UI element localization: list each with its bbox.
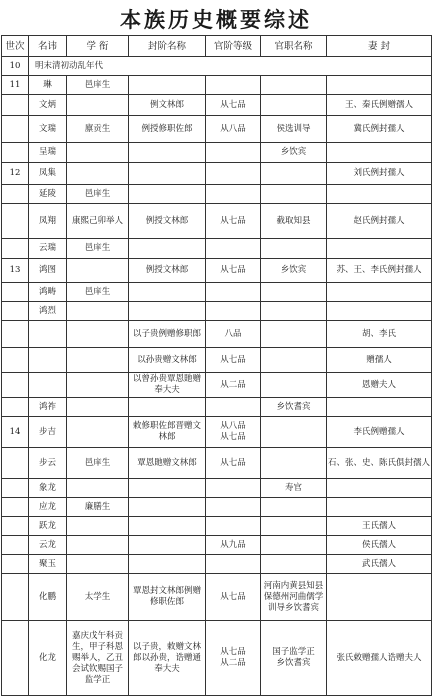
table-cell xyxy=(2,185,29,204)
table-cell: 12 xyxy=(2,163,29,185)
table-cell xyxy=(2,479,29,498)
table-cell: 凤集 xyxy=(29,163,67,185)
header-cell: 官阶等级 xyxy=(206,36,261,57)
table-row xyxy=(2,95,432,116)
table-cell xyxy=(327,574,432,621)
table-cell: 鸿烈 xyxy=(29,302,67,321)
table-cell xyxy=(261,76,327,95)
table-cell: 敕修职佐郎晋赠文林郎 xyxy=(129,417,206,448)
table-cell: 王、秦氏例赠孺人 xyxy=(327,95,432,116)
table-cell xyxy=(327,498,432,517)
table-row xyxy=(2,555,432,574)
table-row xyxy=(2,417,432,448)
table-row xyxy=(2,163,432,185)
table-header-row xyxy=(2,36,432,57)
table-row xyxy=(2,574,432,621)
table-cell: 侯氏孺人 xyxy=(327,536,432,555)
table-row xyxy=(2,373,432,398)
table-cell xyxy=(206,398,261,417)
table-cell xyxy=(2,321,29,348)
table-cell: 乡饮宾 xyxy=(261,143,327,163)
table-cell: 赠孺人 xyxy=(327,348,432,373)
table-cell xyxy=(261,517,327,536)
table-cell xyxy=(327,479,432,498)
table-cell: 文瑞 xyxy=(29,116,67,143)
table-cell xyxy=(206,479,261,498)
page-title: 本族历史概要综述 xyxy=(120,7,312,32)
table-cell xyxy=(261,417,327,448)
table-cell: 鸿图 xyxy=(29,259,67,283)
table-cell xyxy=(2,95,29,116)
table-cell xyxy=(67,417,129,448)
table-row xyxy=(2,185,432,204)
header-cell: 官职名称 xyxy=(261,36,327,57)
table-cell: 从七品 从二品 xyxy=(206,621,261,696)
table-cell xyxy=(261,348,327,373)
table-cell: 覃恩封文林郎例赠修职佐郎 xyxy=(129,574,206,621)
table-cell xyxy=(261,95,327,116)
table-row xyxy=(2,348,432,373)
table-cell: 廪贡生 xyxy=(67,116,129,143)
table-cell: 以孙贵赠文林郎 xyxy=(129,348,206,373)
table-cell: 乡饮宾 xyxy=(261,259,327,283)
table-cell xyxy=(327,76,432,95)
table-cell xyxy=(129,555,206,574)
table-cell xyxy=(2,302,29,321)
table-cell: 嘉庆戊午科贡生，甲子科恩赐举人，乙丑会试钦赐国子监学正 xyxy=(67,621,129,696)
table-cell: 以曾孙贵覃恩貤赠奉大夫 xyxy=(129,373,206,398)
table-cell xyxy=(261,321,327,348)
table-cell xyxy=(29,321,67,348)
table-cell: 覃恩貤赠文林郎 xyxy=(129,448,206,479)
table-row xyxy=(2,479,432,498)
table-cell xyxy=(129,302,206,321)
table-cell xyxy=(206,143,261,163)
table-cell xyxy=(2,348,29,373)
table-cell xyxy=(2,517,29,536)
table-cell xyxy=(327,302,432,321)
table-cell xyxy=(2,555,29,574)
table-cell: 凤翔 xyxy=(29,204,67,239)
table-cell: 恩赠夫人 xyxy=(327,373,432,398)
table-cell: 邑庠生 xyxy=(67,283,129,302)
table-cell xyxy=(129,239,206,259)
table-cell xyxy=(67,536,129,555)
table-cell xyxy=(2,536,29,555)
table-cell: 胡、李氏 xyxy=(327,321,432,348)
era-description: 明末清初动乱年代 xyxy=(29,57,432,76)
table-cell: 刘氏例封孺人 xyxy=(327,163,432,185)
table-cell: 化龙 xyxy=(29,621,67,696)
table-row xyxy=(2,204,432,239)
table-cell xyxy=(2,398,29,417)
table-cell: 从二品 xyxy=(206,373,261,398)
table-cell xyxy=(129,143,206,163)
table-cell xyxy=(261,163,327,185)
table-cell: 云龙 xyxy=(29,536,67,555)
table-cell: 13 xyxy=(2,259,29,283)
generation-cell: 10 xyxy=(2,57,29,76)
table-cell xyxy=(67,143,129,163)
table-cell: 截取知县 xyxy=(261,204,327,239)
table-cell xyxy=(2,204,29,239)
table-cell xyxy=(129,76,206,95)
era-row xyxy=(2,57,432,76)
table-cell xyxy=(29,373,67,398)
table-cell xyxy=(327,185,432,204)
table-row xyxy=(2,116,432,143)
header-cell: 封阶名称 xyxy=(129,36,206,57)
table-cell xyxy=(2,143,29,163)
header-cell: 妻 封 xyxy=(327,36,432,57)
table-cell: 邑庠生 xyxy=(67,448,129,479)
table-row xyxy=(2,621,432,696)
table-cell xyxy=(67,517,129,536)
table-cell xyxy=(261,555,327,574)
table-cell: 从七品 xyxy=(206,348,261,373)
table-cell xyxy=(206,76,261,95)
table-cell: 11 xyxy=(2,76,29,95)
table-cell: 侯选训导 xyxy=(261,116,327,143)
table-cell xyxy=(2,621,29,696)
table-cell: 鸿畴 xyxy=(29,283,67,302)
table-cell xyxy=(327,239,432,259)
table-cell xyxy=(261,239,327,259)
table-cell xyxy=(2,498,29,517)
table-cell: 例授文林郎 xyxy=(129,204,206,239)
table-cell: 以子贵例赠修职郎 xyxy=(129,321,206,348)
table-cell: 延陵 xyxy=(29,185,67,204)
table-row xyxy=(2,536,432,555)
table-cell: 从八品 xyxy=(206,116,261,143)
table-cell xyxy=(129,536,206,555)
table-row xyxy=(2,498,432,517)
table-row xyxy=(2,321,432,348)
table-row xyxy=(2,76,432,95)
table-cell xyxy=(67,163,129,185)
table-row xyxy=(2,143,432,163)
table-cell: 从七品 xyxy=(206,204,261,239)
table-cell: 石、张、史、陈氏俱封孺人 xyxy=(327,448,432,479)
table-cell: 从九品 xyxy=(206,536,261,555)
table-cell: 寿官 xyxy=(261,479,327,498)
header-cell: 名讳 xyxy=(29,36,67,57)
table-cell xyxy=(67,373,129,398)
table-cell xyxy=(327,143,432,163)
table-cell: 步云 xyxy=(29,448,67,479)
table-cell: 云瑞 xyxy=(29,239,67,259)
table-cell xyxy=(129,185,206,204)
table-cell: 从八品 从七品 xyxy=(206,417,261,448)
table-cell: 邑庠生 xyxy=(67,76,129,95)
table-cell xyxy=(261,185,327,204)
table-cell xyxy=(129,283,206,302)
table-cell: 例授修职佐郎 xyxy=(129,116,206,143)
table-cell xyxy=(2,574,29,621)
table-cell xyxy=(129,398,206,417)
table-cell: 聚玉 xyxy=(29,555,67,574)
table-cell: 冀氏例封孺人 xyxy=(327,116,432,143)
table-cell: 国子监学正 乡饮耆宾 xyxy=(261,621,327,696)
table-cell xyxy=(67,321,129,348)
table-cell: 例授文林郎 xyxy=(129,259,206,283)
table-row xyxy=(2,259,432,283)
table-cell: 步吉 xyxy=(29,417,67,448)
table-cell xyxy=(261,536,327,555)
table-cell xyxy=(29,348,67,373)
table-cell: 呈瑞 xyxy=(29,143,67,163)
genealogy-table xyxy=(1,35,432,696)
table-row xyxy=(2,283,432,302)
table-cell: 李氏例赠孺人 xyxy=(327,417,432,448)
table-cell: 苏、王、李氏例封孺人 xyxy=(327,259,432,283)
table-cell: 从七品 xyxy=(206,95,261,116)
table-cell xyxy=(261,283,327,302)
table-cell: 跃龙 xyxy=(29,517,67,536)
table-cell: 河南内黄县知县保德州河曲儒学训导乡饮耆宾 xyxy=(261,574,327,621)
table-cell: 从七品 xyxy=(206,448,261,479)
table-cell xyxy=(206,302,261,321)
table-cell xyxy=(67,398,129,417)
table-cell xyxy=(261,448,327,479)
table-cell xyxy=(67,348,129,373)
table-row xyxy=(2,517,432,536)
table-cell xyxy=(261,302,327,321)
table-cell: 张氏敕赠孺人诰赠夫人 xyxy=(327,621,432,696)
table-cell xyxy=(327,398,432,417)
table-cell xyxy=(129,498,206,517)
table-row xyxy=(2,398,432,417)
table-cell xyxy=(2,448,29,479)
table-cell: 14 xyxy=(2,417,29,448)
table-cell: 八品 xyxy=(206,321,261,348)
table-cell xyxy=(327,283,432,302)
table-cell xyxy=(2,373,29,398)
table-cell xyxy=(206,163,261,185)
table-cell xyxy=(67,95,129,116)
table-cell: 琳 xyxy=(29,76,67,95)
table-cell: 太学生 xyxy=(67,574,129,621)
table-cell: 邑庠生 xyxy=(67,239,129,259)
table-row xyxy=(2,239,432,259)
table-cell: 廉膳生 xyxy=(67,498,129,517)
table-cell xyxy=(206,498,261,517)
header-cell: 学 衔 xyxy=(67,36,129,57)
table-cell xyxy=(261,498,327,517)
table-cell xyxy=(67,259,129,283)
table-cell: 赵氏例封孺人 xyxy=(327,204,432,239)
table-cell: 例文林郎 xyxy=(129,95,206,116)
table-cell xyxy=(67,479,129,498)
table-cell: 从七品 xyxy=(206,574,261,621)
table-cell: 王氏孺人 xyxy=(327,517,432,536)
table-row xyxy=(2,302,432,321)
table-cell xyxy=(67,302,129,321)
table-cell xyxy=(206,283,261,302)
table-cell xyxy=(206,185,261,204)
table-cell xyxy=(206,239,261,259)
table-cell: 从七品 xyxy=(206,259,261,283)
table-cell xyxy=(129,163,206,185)
table-cell xyxy=(129,479,206,498)
table-cell: 邑庠生 xyxy=(67,185,129,204)
table-cell: 鸿祚 xyxy=(29,398,67,417)
table-cell xyxy=(129,517,206,536)
table-cell xyxy=(2,116,29,143)
table-cell: 武氏孺人 xyxy=(327,555,432,574)
table-cell xyxy=(261,373,327,398)
table-cell xyxy=(2,239,29,259)
table-cell xyxy=(206,517,261,536)
table-cell: 化鹏 xyxy=(29,574,67,621)
table-row xyxy=(2,448,432,479)
table-cell: 象龙 xyxy=(29,479,67,498)
table-cell xyxy=(2,283,29,302)
table-cell: 应龙 xyxy=(29,498,67,517)
header-cell: 世次 xyxy=(2,36,29,57)
table-cell xyxy=(206,555,261,574)
table-cell: 文炳 xyxy=(29,95,67,116)
table-cell xyxy=(67,555,129,574)
table-cell: 康熙己卯举人 xyxy=(67,204,129,239)
table-cell: 乡饮耆宾 xyxy=(261,398,327,417)
table-cell: 以子贵，敕赠文林郎以孙贵，诰赠通奉大夫 xyxy=(129,621,206,696)
